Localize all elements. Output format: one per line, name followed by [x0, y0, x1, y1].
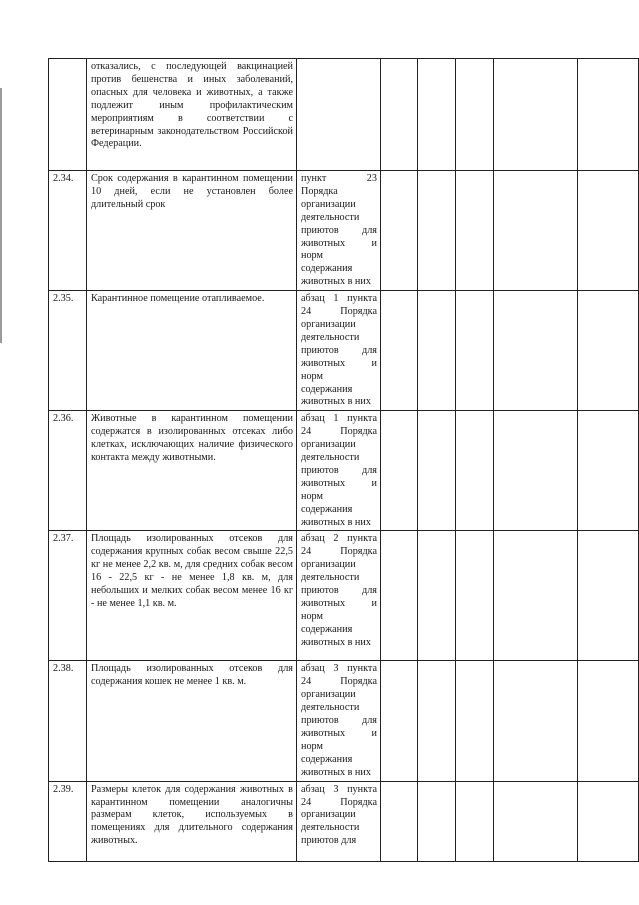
legal-basis-line: норм — [301, 250, 323, 262]
legal-basis-line: Порядка — [301, 185, 338, 197]
legal-basis-line: 24 Порядка — [301, 796, 377, 808]
legal-basis-line: пункт 23 — [301, 173, 377, 184]
legal-basis-line: норм — [301, 740, 323, 752]
answer-na-cell — [456, 531, 494, 661]
table-row — [49, 171, 639, 291]
legal-basis-line: приютов для — [301, 585, 377, 597]
answer-no-cell — [418, 411, 456, 531]
legal-basis-line: норм — [301, 610, 323, 622]
requirement-text: отказались, с последующей вакцинацией против бешенства и иных заболеваний, опасных для человека и животных, а также подлежит иным профилактическим мероприятиям в соответствии с ветеринарным законодательством Российской Федерации. — [87, 59, 297, 171]
legal-basis-line: 24 Порядка — [301, 306, 377, 318]
legal-basis-line: деятельности — [301, 572, 360, 584]
item-number: 2.35. — [49, 291, 87, 411]
comment-cell — [578, 291, 639, 411]
table-row — [49, 781, 639, 861]
legal-basis — [297, 661, 381, 781]
legal-basis-line: приютов для — [301, 464, 377, 476]
answer-na-cell — [456, 171, 494, 291]
legal-basis-line: содержания — [301, 383, 353, 395]
legal-basis-line: приютов для — [301, 835, 357, 847]
legal-basis-line: абзац 2 пункта — [301, 533, 377, 545]
comment-cell — [578, 531, 639, 661]
note-cell — [494, 531, 578, 661]
answer-no-cell — [418, 781, 456, 861]
legal-basis-line: деятельности — [301, 452, 360, 464]
legal-basis-line: организации — [301, 689, 356, 701]
table-row — [49, 661, 639, 781]
legal-basis-line: деятельности — [301, 331, 360, 343]
legal-basis-line: животных и — [301, 357, 377, 369]
legal-basis — [297, 411, 381, 531]
answer-no-cell — [418, 291, 456, 411]
table-row — [49, 531, 639, 661]
answer-na-cell — [456, 781, 494, 861]
legal-basis-line: содержания — [301, 753, 353, 765]
table-row — [49, 59, 639, 171]
legal-basis-line: абзац 1 пункта — [301, 413, 377, 425]
answer-na-cell — [456, 661, 494, 781]
legal-basis-line: животных в них — [301, 276, 371, 288]
legal-basis-line: животных и — [301, 598, 377, 609]
answer-yes-cell — [381, 661, 418, 781]
answer-yes-cell — [381, 781, 418, 861]
scan-edge-mark — [0, 88, 2, 343]
table-row — [49, 291, 639, 411]
legal-basis-line: животных и — [301, 728, 377, 739]
legal-basis-line: абзац 3 пункта — [301, 783, 377, 795]
legal-basis-line: деятельности — [301, 211, 360, 223]
legal-basis-line: животных и — [301, 477, 377, 489]
item-number — [49, 59, 87, 171]
comment-cell — [578, 171, 639, 291]
answer-no-cell — [418, 661, 456, 781]
legal-basis-line: 24 Порядка — [301, 676, 377, 688]
legal-basis — [297, 531, 381, 661]
answer-no-cell — [418, 171, 456, 291]
requirement-text: Карантинное помещение отапливаемое. — [87, 291, 297, 411]
legal-basis — [297, 781, 381, 861]
legal-basis-line: животных в них — [301, 766, 371, 778]
answer-na-cell — [456, 59, 494, 171]
legal-basis — [297, 291, 381, 411]
legal-basis — [297, 171, 381, 291]
requirement-text: Площадь изолированных отсеков для содержания кошек не менее 1 кв. м. — [87, 661, 297, 781]
legal-basis-line: организации — [301, 318, 356, 330]
legal-basis-line: абзац 1 пункта — [301, 293, 377, 305]
requirement-text: Животные в карантинном помещении содержатся в изолированных отсеках либо клетках, исключающих наличие физического контакта между животными. — [87, 411, 297, 531]
legal-basis-line: 24 Порядка — [301, 546, 377, 558]
answer-yes-cell — [381, 59, 418, 171]
legal-basis-line: 24 Порядка — [301, 426, 377, 438]
legal-basis-line: деятельности — [301, 822, 360, 834]
checklist-table — [48, 58, 639, 862]
comment-cell — [578, 59, 639, 171]
legal-basis-line: животных в них — [301, 396, 371, 408]
legal-basis-line: деятельности — [301, 702, 360, 714]
requirement-text: Размеры клеток для содержания животных в карантинном помещении аналогичны размерам клеток, используемых в помещениях для длительного содержания животных. — [87, 781, 297, 861]
comment-cell — [578, 781, 639, 861]
item-number: 2.37. — [49, 531, 87, 661]
item-number: 2.36. — [49, 411, 87, 531]
answer-yes-cell — [381, 411, 418, 531]
note-cell — [494, 781, 578, 861]
legal-basis-line: приютов для — [301, 344, 377, 356]
note-cell — [494, 411, 578, 531]
legal-basis — [297, 59, 381, 171]
legal-basis-line: организации — [301, 198, 356, 210]
legal-basis-line: организации — [301, 439, 356, 451]
legal-basis-line: абзац 3 пункта — [301, 663, 377, 675]
legal-basis-line: норм — [301, 490, 323, 502]
legal-basis-line: животных в них — [301, 516, 371, 528]
answer-yes-cell — [381, 291, 418, 411]
answer-no-cell — [418, 59, 456, 171]
note-cell — [494, 171, 578, 291]
legal-basis-line: содержания — [301, 503, 353, 515]
legal-basis-line: приютов для — [301, 715, 377, 727]
legal-basis-line: животных в них — [301, 636, 371, 648]
answer-yes-cell — [381, 171, 418, 291]
answer-yes-cell — [381, 531, 418, 661]
legal-basis-line: содержания — [301, 623, 353, 635]
legal-basis-line: организации — [301, 809, 356, 821]
note-cell — [494, 59, 578, 171]
table-row — [49, 411, 639, 531]
item-number: 2.38. — [49, 661, 87, 781]
item-number: 2.34. — [49, 171, 87, 291]
answer-na-cell — [456, 411, 494, 531]
item-number: 2.39. — [49, 781, 87, 861]
answer-no-cell — [418, 531, 456, 661]
comment-cell — [578, 411, 639, 531]
requirement-text: Срок содержания в карантинном помещении 10 дней, если не установлен более длительный срок — [87, 171, 297, 291]
legal-basis-line: организации — [301, 559, 356, 571]
legal-basis-line: норм — [301, 370, 323, 382]
legal-basis-line: приютов для — [301, 224, 377, 236]
note-cell — [494, 291, 578, 411]
note-cell — [494, 661, 578, 781]
requirement-text: Площадь изолированных отсеков для содержания крупных собак весом свыше 22,5 кг не менее 2,2 кв. м, для средних собак весом 16 - 22,5 кг - не менее 1,8 кв. м, для небольших и мелких собак весом менее 16 кг - не менее 1,1 кв. м. — [87, 531, 297, 661]
answer-na-cell — [456, 291, 494, 411]
comment-cell — [578, 661, 639, 781]
legal-basis-line: содержания — [301, 263, 353, 275]
legal-basis-line: животных и — [301, 237, 377, 249]
checklist-rows — [49, 59, 639, 862]
